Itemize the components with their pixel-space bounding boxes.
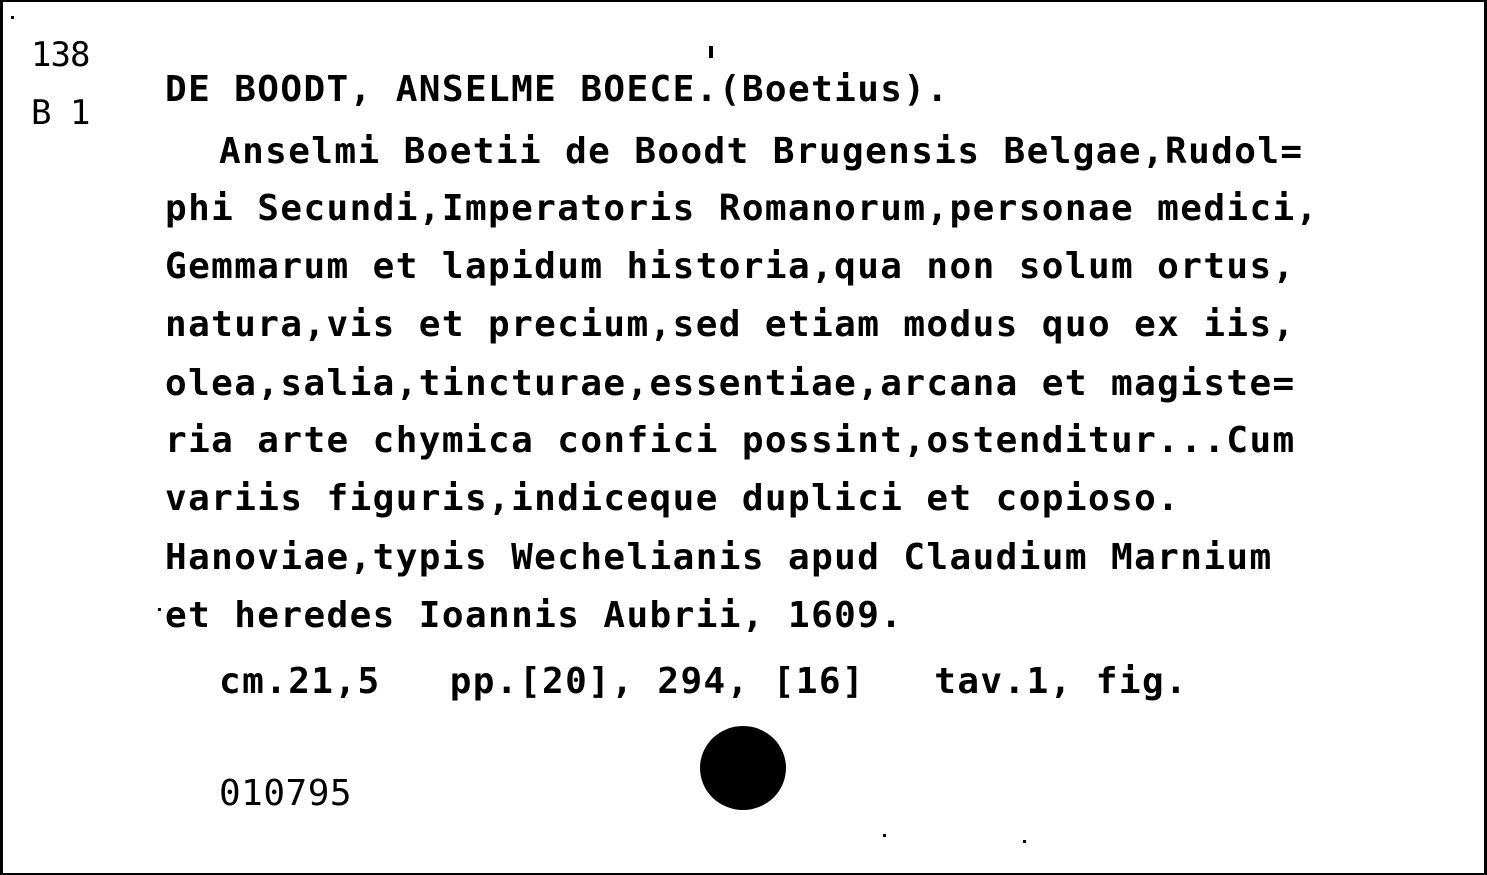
shelfmark-number: 138 [31, 35, 90, 75]
imprint-line: Hanoviae,typis Wechelianis apud Claudium Marnium [165, 537, 1273, 578]
title-line: natura,vis et precium,sed etiam modus quo ex iis, [165, 304, 1296, 345]
shelfmark-code: B 1 [31, 93, 90, 133]
accession-number: 010795 [219, 773, 353, 814]
accent-mark [709, 46, 713, 58]
title-line: olea,salia,tincturae,essentiae,arcana et magiste= [165, 363, 1296, 404]
title-line: Gemmarum et lapidum historia,qua non solum ortus, [165, 246, 1296, 287]
punch-hole-icon [700, 726, 786, 810]
author-heading: DE BOODT, ANSELME BOECE.(Boetius). [165, 69, 950, 110]
title-line: ria arte chymica confici possint,ostenditur...Cum [165, 420, 1296, 461]
speck [883, 834, 886, 837]
imprint-line: et heredes Ioannis Aubrii, 1609. [165, 595, 904, 636]
title-line: Anselmi Boetii de Boodt Brugensis Belgae,Rudol= [219, 131, 1304, 172]
collation-line: cm.21,5 pp.[20], 294, [16] tav.1, fig. [219, 661, 1189, 702]
speck [11, 16, 14, 19]
title-line: variis figuris,indiceque duplici et copioso. [165, 478, 1181, 519]
speck [158, 608, 161, 611]
title-line: phi Secundi,Imperatoris Romanorum,personae medici, [165, 188, 1319, 229]
speck [1023, 840, 1026, 843]
